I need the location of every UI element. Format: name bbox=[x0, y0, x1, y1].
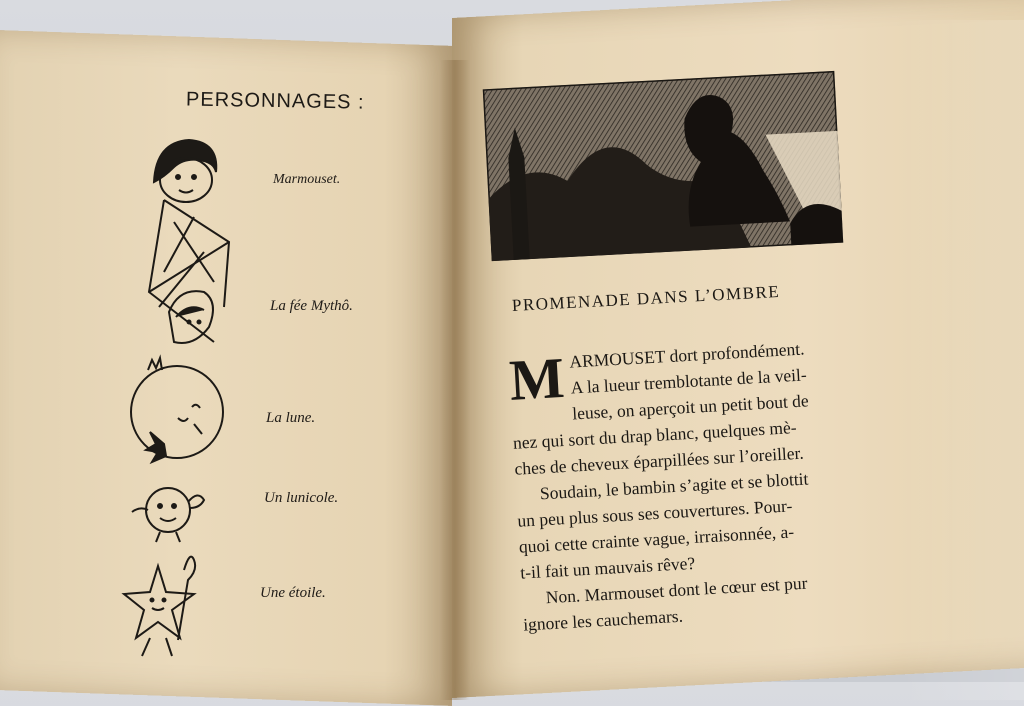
character-marmouset: Marmouset. bbox=[273, 172, 341, 187]
text-line: Non. Marmouset dont le cœur est pur bbox=[545, 572, 808, 608]
moon-face-icon bbox=[122, 352, 232, 472]
boy-portrait-icon bbox=[134, 132, 244, 362]
book-gutter bbox=[440, 60, 470, 700]
text-line: quoi cette crainte vague, irraisonnée, a- bbox=[518, 521, 795, 557]
drop-cap: M bbox=[507, 344, 567, 413]
personnages-heading: PERSONNAGES : bbox=[185, 88, 365, 114]
character-une-etoile: Une étoile. bbox=[260, 585, 326, 601]
character-fee-mytho: La fée Mythô. bbox=[270, 298, 353, 314]
text-line: Soudain, le bambin s’agite et se blottit bbox=[539, 468, 809, 504]
text-line: un peu plus sous ses couvertures. Pour- bbox=[516, 495, 793, 531]
text-line: nez qui sort du drap blanc, quelques mè- bbox=[512, 417, 798, 453]
character-la-lune: La lune. bbox=[266, 410, 316, 426]
story-text bbox=[508, 330, 923, 638]
star-character-icon bbox=[120, 540, 210, 660]
chapter-title: PROMENADE DANS L’OMBRE bbox=[511, 281, 781, 315]
text-line: t-il fait un mauvais rêve? bbox=[519, 552, 696, 583]
text-line: leuse, on aperçoit un petit bout de bbox=[571, 390, 810, 424]
lunicole-face-icon bbox=[128, 478, 208, 544]
character-un-lunicole: Un lunicole. bbox=[264, 490, 339, 506]
silhouette-illustration bbox=[483, 71, 844, 261]
text-line: A la lueur tremblotante de la veil- bbox=[570, 364, 808, 398]
text-line: ignore les cauchemars. bbox=[522, 605, 684, 635]
text-line: ches de cheveux éparpillées sur l’oreiller. bbox=[513, 442, 805, 479]
text-line: ARMOUSET dort profondément. bbox=[568, 338, 805, 372]
